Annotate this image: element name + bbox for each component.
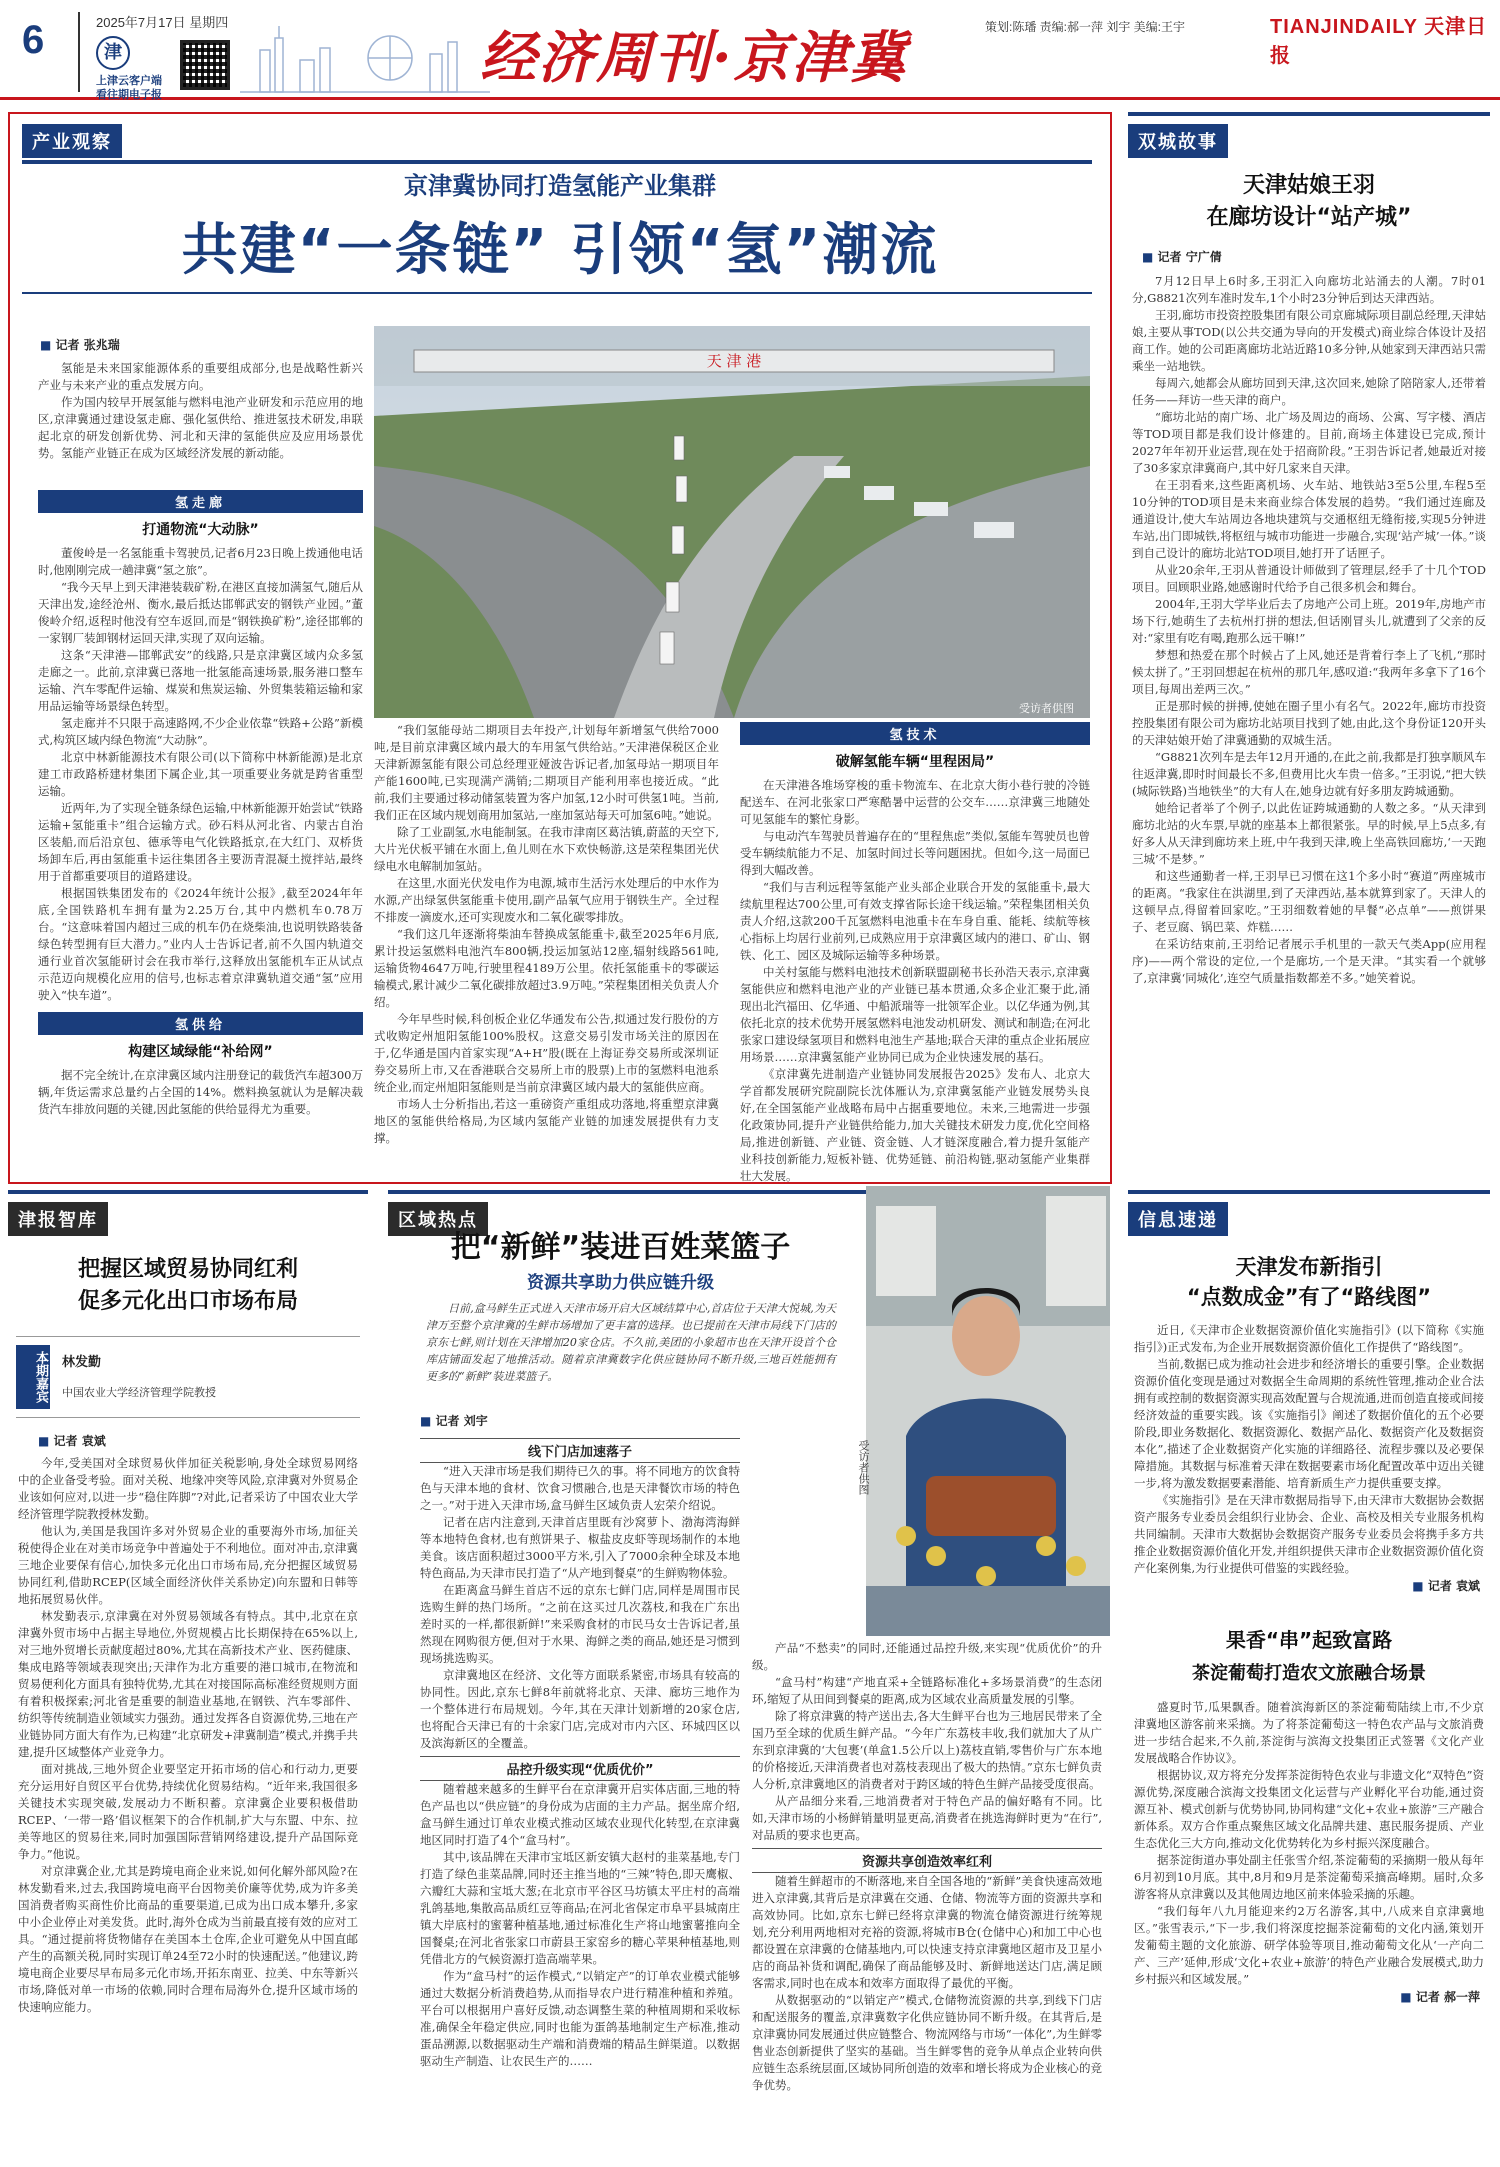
paragraph: 据不完全统计,在京津冀区域内注册登记的载货汽车超300万辆,年货运需求总量约占全国的14%。燃料换氢就认为是解决载货汽车排放问题的关键,因此氢能的供给显得尤为重要。 xyxy=(38,1068,363,1116)
paragraph: 近日,《天津市企业数据资源价值化实施指引》(以下简称《实施指引》)正式发布,为企业开展数据资源价值化工作提供了“路线图”。 xyxy=(1134,1323,1484,1354)
paragraph: 2004年,王羽大学毕业后去了房地产公司上班。2019年,房地产市场下行,她萌生了去杭州打拼的想法,但话刚冒头儿,就遭到了父亲的反对:“家里有吃有喝,跑那么远干嘛!” xyxy=(1132,597,1486,645)
brief-sign-1: ■ 记者 袁斌 xyxy=(1128,1577,1490,1594)
section-bar-hydrogen-supply: 氢供给 xyxy=(38,1012,363,1035)
tag-industry-observation: 产业观察 xyxy=(22,124,122,158)
paragraph: “我们这几年逐渐将柴油车替换成氢能重卡,截至2025年6月底,累计投运氢燃料电池汽车800辆,投运加氢站12座,辐射线路561吨,运输货物4647万吨,行驶里程4189万公里。依托氢能重卡的零碳运输模式,累计减少二氧化碳排放超过3.9万吨。”荣程集团相关负责人介绍。 xyxy=(374,927,719,1009)
box-heading: 线下门店加速落子 xyxy=(420,1438,740,1463)
brief-title-2: 茶淀葡萄打造农文旅融合场景 xyxy=(1192,1663,1426,1684)
section-bar-hydrogen-tech: 氢技术 xyxy=(740,722,1090,745)
paragraph: 记者在店内注意到,天津首店里既有沙窝萝卜、渤海湾海鲜等本地特色食材,也有煎饼果子、椒盐皮皮虾等现场制作的本地美食。该店面积超过3000平方米,引入了7000余种全球及本地特色商品,为天津市民打造了“从产地到餐桌”的生鲜购物体验。 xyxy=(420,1515,740,1580)
seafood-vendor-photo xyxy=(866,1186,1110,1636)
lead-col-1 xyxy=(38,490,363,1118)
paragraph: “G8821次列车是去年12月开通的,在此之前,我都是打独享顺风车往返津冀,即时时间最长不多,但费用比火车贵一倍多。”王羽说,“把大铁(城际铁路)当地铁坐”的大有人在,她身边就有好多朋友跨城通勤。 xyxy=(1132,750,1486,798)
hotspot-byline: ■ 记者 刘宇 xyxy=(420,1412,488,1429)
think-tank-section xyxy=(8,1190,368,2160)
hotspot-body xyxy=(752,1640,1102,1844)
paragraph: 其中,该品牌在天津市宝坻区新安镇大赵村的韭菜基地,专门打造了绿色韭菜品牌,同时还主推当地的“三辣”特色,即天鹰椒、六瓣红大蒜和宝坻大葱;在北京市平谷区马坊镇太平庄村的高端乳鸽基地,集散高品质红豆等商品;在河北省保定市阜平县城南庄镇大岸底村的蜜薯种植基地,通过标准化生产将山地蜜薯推向全国餐桌;在河北省张家口市蔚县王家窑乡的糖心苹果种植基地,则凭借北方的气候资源打造高端苹果。 xyxy=(420,1850,740,1966)
divider xyxy=(78,12,80,92)
section-body xyxy=(740,777,1090,1185)
paragraph: 7月12日早上6时多,王羽汇入向廊坊北站涌去的人潮。7时01分,G8821次列车准时发车,1个小时23分钟后到达天津西站。 xyxy=(1132,274,1486,305)
section-subtitle: 破解氢能车辆“里程困局” xyxy=(835,754,995,770)
paragraph: “廊坊北站的南广场、北广场及周边的商场、公寓、写字楼、酒店等TOD项目都是我们设计修建的。目前,商场主体建设已完成,预计2027年年初开业运营,现在处于招商阶段。”王羽告诉记者,她最近对接了30多家京津冀商户,其中好几家来自天津。 xyxy=(1132,410,1486,475)
paragraph: 近两年,为了实现全链条绿色运输,中林新能源开始尝试“铁路运输+氢能重卡”组合运输方式。砂石料从河北省、内蒙古自治区装船,而后沿京包、德承等电气化铁路抵京,在大红门、双桥货场卸车后,再由氢能重卡运往集团各主要沥青混凝土搅拌站,最终用于首都重要项目的道路建设。 xyxy=(38,801,363,883)
lead-col-2 xyxy=(374,722,719,1147)
paragraph: 和这些通勤者一样,王羽早已习惯在这1个多小时“赛道”两座城市的距离。“我家住在洪湖里,到了天津西站,基本就算到家了。天津人的这顿早点,得留着回家吃。”王羽细数着她的早餐“必点单”——煎饼果子、老豆腐、锅巴菜、炸糕…… xyxy=(1132,869,1486,934)
paragraph: 梦想和热爱在那个时候占了上风,她还是背着行李上了飞机,“那时候太拼了。”王羽回想起在杭州的那几年,感叹道:“我两年多拿下了16个项目,每周出差两三次。” xyxy=(1132,648,1486,696)
brief-body-2 xyxy=(1128,1685,1490,1988)
section-body xyxy=(374,722,719,1147)
interview-body xyxy=(8,1455,368,2016)
jinyun-logo-icon: 津 xyxy=(96,36,130,70)
client-promo xyxy=(96,74,162,102)
dual-city-story xyxy=(1128,112,1490,1184)
paragraph: 产品“不愁卖”的同时,还能通过品控升级,来实现“优质优价”的升级。 xyxy=(752,1641,1102,1672)
photo-caption-vertical: 受访者供图 xyxy=(857,1440,870,1495)
paragraph: 北京中林新能源技术有限公司(以下简称中林新能源)是北京建工市政路桥建材集团下属企业,其一项重要业务就是跨省重型运输。 xyxy=(38,750,363,798)
paragraph: 今年,受美国对全球贸易伙伴加征关税影响,身处全球贸易网络中的企业备受考验。面对关税、地缘冲突等风险,京津冀对外贸易企业该如何应对,以进一步“稳住阵脚”?对此,记者采访了中国农业大学经济管理学院教授林发勤。 xyxy=(18,1456,358,1521)
expert-name: 林发勤 xyxy=(62,1355,102,1370)
paragraph: 从数据驱动的“以销定产”模式,仓储物流资源的共享,到线下门店和配送服务的覆盖,京津冀数字化供应链协同不断升级。在其背后,是京津冀协同发展通过供应链整合、物流网络与市场“一体化”,为生鲜零售业态创新提供了坚实的基础。当生鲜零售的竞争从单点企业转向供应链生态系统层面,区域协同所创造的效率和增长将成为企业核心的竞争优势。 xyxy=(752,1993,1102,2092)
lead-kicker: 京津冀协同打造氢能产业集群 xyxy=(404,172,716,200)
paragraph: “盒马村”构建“产地直采+全链路标准化+多场景消费”的生态闭环,缩短了从田间到餐桌的距离,成为区域农业高质量发展的引擎。 xyxy=(752,1675,1102,1706)
newspaper-brand: TIANJINDAILY 天津日报 xyxy=(1270,16,1488,67)
masthead xyxy=(0,0,1500,100)
tag-regional-hotspot: 区域热点 xyxy=(388,1202,488,1236)
hotspot-col-left xyxy=(420,1438,740,2070)
lead-intro xyxy=(38,360,363,462)
paragraph: 她给记者举了个例子,以此佐证跨城通勤的人数之多。“从天津到廊坊北站的火车票,早就的座基本上都很紧张。早的时候,早上5点多,有好多人从天津到廊坊来上班,中午我到天津,晚上坐高铁回廊坊,‘一天跑三城’不是梦。” xyxy=(1132,801,1486,866)
hotspot-title: 把“新鲜”装进百姓菜篮子 xyxy=(450,1230,791,1265)
page-number: 6 xyxy=(22,18,45,62)
paragraph: 当前,数据已成为推动社会进步和经济增长的重要引擎。企业数据资源价值化变现是通过对数据全生命周期的系统性管理,推动企业合法拥有或控制的数据资源实现高效配置与合规流通,进而创造直接或间接经济效益的重要实践。该《实施指引》阐述了数据价值化的五个必要阶段,即业务数据化、数据资源化、数据产品化、数据资产化及数据资本化”,描述了企业数据资产化实施的详细路径、流程步骤以及必要保障措施。其数据与标准着天津在数据要素市场化配置改革中迈出关键一步,将为激发数据要素潜能、培育新质生产力提供重要支撑。 xyxy=(1134,1357,1484,1490)
paragraph: 在采访结束前,王羽给记者展示手机里的一款天气类App(应用程序)——两个常设的定位,一个是廊坊,一个是天津。“其实看一个就够了,京津冀‘同城化’,连空气质量指数都差不多。”她笑着说。 xyxy=(1132,937,1486,985)
info-express-section xyxy=(1128,1190,1490,2160)
paragraph: 《京津冀先进制造产业链协同发展报告2025》发布人、北京大学首都发展研究院副院长沈体雁认为,京津冀氢能产业链发展势头良好,在全国氢能产业战略布局中占据重要地位。未来,三地需进一步强化政策协同,提升产业链供给能力,加大关键技术研发力度,优化空间格局,推进创新链、产业链、资金链、人才链深度融合,着力提升氢能产业科技创新能力,短板补链、优势延链、前沿构链,驱动氢能产业集群壮大发展。 xyxy=(740,1067,1090,1183)
tag-think-tank: 津报智库 xyxy=(8,1202,108,1236)
paragraph: 在天津港各堆场穿梭的重卡物流车、在北京大街小巷行驶的冷链配送车、在河北张家口严寒酷暑中运营的公交车……京津冀三地随处可见氢能车的繁忙身影。 xyxy=(740,778,1090,826)
hotspot-body xyxy=(420,1463,740,1752)
section-title: 经济周刊·京津冀 xyxy=(480,25,908,91)
box-heading: 资源共享创造效率红利 xyxy=(752,1848,1102,1873)
divider xyxy=(22,160,1092,164)
paragraph: 市场人士分析指出,若这一重磅资产重组成功落地,将重塑京津冀地区的氢能供给格局,为区域内氢能产业链的加速发展提供有力支撑。 xyxy=(374,1097,719,1145)
paragraph: “我们每年八九月能迎来约2万名游客,其中,八成来自京津冀地区。”张雪表示,“下一步,我们将深度挖掘茶淀葡萄的文化内涵,策划开发葡萄主题的文化旅游、研学体验等项目,推动葡萄文化从‘一产向二产、三产’延伸,形成‘文化+农业+旅游’的特色产业融合发展模式,助力乡村振兴和区域发展。” xyxy=(1134,1904,1484,1986)
section-bar-hydrogen-corridor: 氢走廊 xyxy=(38,490,363,513)
hotspot-col-right xyxy=(752,1640,1102,2094)
paragraph: 在距离盒马鲜生首店不远的京东七鲜门店,同样是周围市民选购生鲜的热门场所。“之前在这买过几次荔枝,和我在广东出差时买的一样,都很新鲜!”来采购食材的市民马女士告诉记者,虽然现在网购很方便,但对于水果、海鲜之类的商品,她还是习惯到现场挑选购买。 xyxy=(420,1583,740,1665)
paragraph: 从业20余年,王羽从普通设计师做到了管理层,经手了十几个TOD项目。回顾职业路,她感谢时代给予自己很多机会和舞台。 xyxy=(1132,563,1486,594)
paragraph: “我们与吉利远程等氢能产业头部企业联合开发的氢能重卡,最大续航里程达700公里,可有效支撑省际长途干线运输。”荣程集团相关负责人介绍,这款200千瓦氢燃料电池重卡在车身自重、能耗、续航等核心指标上均居行业前列,已成熟应用于京津冀区域内的港口、矿山、钢铁、化工、园区及城际运输等多种场景。 xyxy=(740,880,1090,962)
brief-title-1: 天津发布新指引 “点数成金”有了“路线图” xyxy=(1186,1255,1432,1309)
lead-byline: ■ 记者 张兆瑞 xyxy=(40,336,120,353)
brief-sign-2: ■ 记者 郝一萍 xyxy=(1128,1988,1490,2005)
interview-byline: ■ 记者 袁斌 xyxy=(38,1432,368,1449)
editor-credits: 策划:陈璠 责编:郝一萍 刘宇 美编:王宇 xyxy=(985,20,1186,34)
port-highway-photo xyxy=(374,326,1090,718)
qr-code-icon[interactable] xyxy=(180,40,230,90)
section-subtitle: 构建区域绿能“补给网” xyxy=(128,1044,273,1060)
paragraph: 作为国内较早开展氢能与燃料电池产业研发和示范应用的地区,京津冀通过建设氢走廊、强化氢供给、推进氢技术研发,串联起北京的研发创新优势、河北和天津的氢能供应及应用场景优势。氢能产业链正在成为区域经济发展的新动能。 xyxy=(38,395,363,460)
paragraph: 董俊岭是一名氢能重卡驾驶员,记者6月23日晚上拨通他电话时,他刚刚完成一趟津冀“氢之旅”。 xyxy=(38,546,363,577)
paragraph: 这条“天津港—邯郸武安”的线路,只是京津冀区域内众多氢走廊之一。此前,京津冀已落地一批氢能高速场景,服务港口整车运输、汽车零配件运输、煤炭和焦炭运输、外贸集装箱运输和家用品运输等场景绿色转型。 xyxy=(38,648,363,713)
brief-title-2-prefix: 果香“串”起致富路 xyxy=(1225,1628,1393,1652)
paragraph: 正是那时候的拼搏,使她在圈子里小有名气。2022年,廊坊市投资控股集团有限公司为廊坊北站项目找到了她,由此,这个身份证120开头的天津姑娘开始了津冀通勤的双城生活。 xyxy=(1132,699,1486,747)
paragraph: 《实施指引》是在天津市数据局指导下,由天津市大数据协会数据资产服务专业委员会组织行业协会、企业、高校及相关专业服务机构共同编制。天津市大数据协会数据资产服务专业委员会将携手多方共推企业数据资源价值化开发,并组织提供天津市企业数据资源价值化资产化案例集,为行业提供可借鉴的实践经验。 xyxy=(1134,1493,1484,1575)
story-title: 天津姑娘王羽 在廊坊设计“站产城” xyxy=(1206,173,1412,230)
photo-caption: 受访者供图 xyxy=(1019,702,1074,715)
tag-dual-city: 双城故事 xyxy=(1128,124,1228,158)
client-line-1: 上津云客户端 xyxy=(96,75,162,87)
paragraph: 氢走廊并不只限于高速路网,不少企业依靠“铁路+公路”新模式,构筑区域内绿色物流“大动脉”。 xyxy=(38,716,363,747)
section-body xyxy=(38,1067,363,1118)
hotspot-lede: 日前,盒马鲜生正式进入天津市场开启大区域结算中心,首店位于天津大悦城,为天津万至整个京津冀的生鲜市场增加了更丰富的选择。也已提前在天津市局线下门店的京东七鲜,则计划在天津增加20家仓店。不久前,美团的小象超市也在天津开设首个仓库店铺面发起了地推活动。随着京津冀数字化供应链协同不断升级,三地百姓能拥有更多的“新鲜”装进菜篮子。 xyxy=(426,1302,836,1383)
paragraph: 面对挑战,三地外贸企业要坚定开拓市场的信心和行动力,更要充分运用好自贸区平台优势,持续优化贸易结构。“近年来,我国很多关键技术实现突破,发展动力不断积蓄。京津冀企业要积极借助RCEP、‘一带一路’倡议框架下的合作机制,扩大与东盟、中东、拉美等地区的贸易往来,同时加强国际营销网络建设,提升产品国际竞争力。”他说。 xyxy=(18,1762,358,1861)
paragraph: 根据国铁集团发布的《2024年统计公报》,截至2024年年底,全国铁路机车拥有量为2.25万台,其中内燃机车0.78万台。“这意味着国内超过三成的机车仍在烧柴油,也说明铁路装备绿色转型拥有巨大潜力。”业内人士告诉记者,前不久国内轨道交通行业首次氢能研讨会在我市举行,这释放出氢能机车正从试点示范迈向规模化应用的信号,也标志着京津冀轨道交通“氢”应用驶入“快车道”。 xyxy=(38,886,363,1002)
client-line-2: 看往期电子报 xyxy=(96,89,162,101)
photo-sign-text: 天 津 港 xyxy=(706,352,762,370)
box-heading: 品控升级实现“优质优价” xyxy=(420,1756,740,1781)
paragraph: 王羽,廊坊市投资控股集团有限公司京廊城际项目副总经理,天津姑娘,主要从事TOD(以公共交通为导向的开发模式)商业综合体设计及招商工作。她的公司距离廊坊北站近路10多分钟,从她家到天津西站只需乘坐一站地铁。 xyxy=(1132,308,1486,373)
story-byline: ■ 记者 宁广倩 xyxy=(1142,248,1490,265)
tag-info-express: 信息速递 xyxy=(1128,1202,1228,1236)
paragraph: 京津冀地区在经济、文化等方面联系紧密,市场具有较高的协同性。因此,京东七鲜8年前就将北京、天津、廊坊三地作为一个整体进行布局规划。今年,其在天津计划新增的20家仓店,也将配合天津已有的十余家门店,完成对市内六区、环城四区以及滨海新区的全覆盖。 xyxy=(420,1668,740,1750)
hotspot-body xyxy=(752,1873,1102,2094)
paragraph: 与电动汽车驾驶员普遍存在的“里程焦虑”类似,氢能车驾驶员也曾受车辆续航能力不足、加氢时间过长等问题困扰。但如今,这一局面已得到大幅改善。 xyxy=(740,829,1090,877)
expert-tag: 本期嘉宾 xyxy=(16,1345,50,1409)
paragraph: 盛夏时节,瓜果飘香。随着滨海新区的茶淀葡萄陆续上市,不少京津冀地区游客前来采摘。为了将茶淀葡萄这一特色农产品与文旅消费进一步结合起来,不久前,茶淀街与滨海文投集团正式签署《文化产业发展战略合作协议》。 xyxy=(1134,1700,1484,1765)
paragraph: 从产品细分来看,三地消费者对于特色产品的偏好略有不同。比如,天津市场的小杨鲜销量明显更高,消费者在挑选海鲜时更为“在行”,对品质的要求也更高。 xyxy=(752,1794,1102,1842)
issue-date: 2025年7月17日 星期四 xyxy=(96,15,229,30)
section-body xyxy=(38,545,363,1004)
paragraph: “我们氢能母站二期项目去年投产,计划每年新增氢气供给7000吨,是目前京津冀区域内最大的车用氢气供给站。”天津港保税区企业天津新源氢能有限公司总经理亚娅波告诉记者,加氢母站一期项目年产能1600吨,已实现满产满销;二期项目产能利用率也接近成。“此前,我们主要通过移动储氢装置为客户加氢,12小时可供氢1吨。当前,我们正在区域内规划商用加氢站,一座加氢站每天可加氢6吨。”她说。 xyxy=(374,723,719,822)
section-subtitle: 打通物流“大动脉” xyxy=(142,522,259,538)
expert-affiliation: 中国农业大学经济管理学院教授 xyxy=(62,1386,216,1399)
paragraph: 据茶淀街道办事处副主任张雪介绍,茶淀葡萄的采摘期一般从每年6月初到10月底。其中,8月和9月是茶淀葡萄采摘高峰期。届时,众多游客将从京津冀以及其他周边地区前来体验采摘的乐趣。 xyxy=(1134,1853,1484,1901)
interview-title: 把握区域贸易协同红利 促多元化出口市场布局 xyxy=(77,1257,298,1314)
paragraph: 林发勤表示,京津冀在对外贸易领域各有特点。其中,北京在京津冀外贸市场中占据主导地位,外贸规模占比长期保持在65%以上,对三地外贸增长贡献度超过80%,尤其在高新技术产业、医药健康、集成电路等领域表现突出;天津作为北方重要的港口城市,在物流和贸易便利化方面具有独特优势,尤其在对接国际高标准经贸规则方面有着积极探索;河北省是重要的制造业基地,在钢铁、汽车零部件、纺织等传统制造业领域实力强劲。通过发挥各自资源优势,三地在产业链协同方面大有作为,已构建“北京研发+津冀制造”模式,并携手共建,提升区域整体产业竞争力。 xyxy=(18,1609,358,1759)
lead-headline: 共建“一条链” 引领“氢”潮流 xyxy=(181,218,939,283)
paragraph: 对京津冀企业,尤其是跨境电商企业来说,如何化解外部风险?在林发勤看来,过去,我国跨境电商平台因物美价廉等优势,成为许多美国消费者购买商性价比商品的重要渠道,已成为出口成本攀升,多家中小企业停止对美发货。此时,海外仓成为当前最直接有效的应对工具。“通过提前将货物储存在美国本土仓库,企业可避免从中国直邮产生的高额关税,同时实现订单24至72小时的快速配送。”他建议,跨境电商企业要尽早布局多元化市场,开拓东南亚、拉美、中东等新兴市场,降低对单一市场的依赖,同时合理布局海外仓,提升区域市场的快速响应能力。 xyxy=(18,1864,358,2014)
brief-body-1 xyxy=(1128,1312,1490,1577)
paragraph: 除了将京津冀的特产送出去,各大生鲜平台也为三地居民带来了全国乃至全球的优质生鲜产品。“今年广东荔枝丰收,我们就加大了从广东到京津冀的‘大包裹’(单盒1.5公斤以上)荔枝直销,零售价与广东本地的价格接近,天津消费者也对荔枝表现出了极大的热情。”京东七鲜负责人分析,京津冀地区的消费者对于跨区域的特色生鲜产品接受度很高。 xyxy=(752,1709,1102,1791)
paragraph: 他认为,美国是我国许多对外贸易企业的重要海外市场,加征关税使得企业在对美市场竞争中普遍处于不利地位。面对冲击,京津冀三地企业要保有信心,加快多元化出口市场布局,充分把握区域贸易协同红利,借助RCEP(区域全面经济伙伴关系协定)向东盟和日韩等地拓展贸易伙伴。 xyxy=(18,1524,358,1606)
paragraph: 今年早些时候,科创板企业亿华通发布公告,拟通过发行股份的方式收购定州旭阳氢能100%股权。这意交易引发市场关注的原因在于,亿华通是国内首家实现“A+H”股(既在上海证券交易所或深圳证券交易所上市,又在香港联合交易所上市的股票)上市的氢燃料电池系统企业,而定州旭阳氢能则是当前京津冀区域内最大的氢能供应商。 xyxy=(374,1012,719,1094)
paragraph: 作为“盒马村”的运作模式,“以销定产”的订单农业模式能够通过大数据分析消费趋势,从而指导农户进行精准种植和养殖。平台可以根据用户喜好反馈,动态调整生菜的种植周期和采收标准,确保全年稳定供应,同时也能为蛋鸽基地制定生产标准,推动蛋品溯源,以数据驱动生产端和消费端的精品生鲜渠道。以数据驱动生产制造、让农民生产的…… xyxy=(420,1969,740,2068)
tianjin-skyline-icon xyxy=(240,20,490,95)
hotspot-subtitle: 资源共享助力供应链升级 xyxy=(527,1273,714,1293)
paragraph: 随着越来越多的生鲜平台在京津冀开启实体店面,三地的特色产品也以“供应链”的身份成为店面的主力产品。据坐席介绍,盒马鲜生通过订单农业模式推动区域农业现代化转型,在京津冀地区同时打造了4个“盒马村”。 xyxy=(420,1782,740,1847)
paragraph: 在这里,水面光伏发电作为电源,城市生活污水处理后的中水作为水源,产出绿氢供氢能重卡使用,副产品氧气应用于钢铁生产。全过程不排废一滴废水,还可实现废水和二氧化碳零排放。 xyxy=(374,876,719,924)
paragraph: 每周六,她都会从廊坊回到天津,这次回来,她除了陪陪家人,还带着任务——拜访一些天津的商户。 xyxy=(1132,376,1486,407)
hotspot-body xyxy=(420,1781,740,2070)
story-body xyxy=(1128,273,1490,987)
paragraph: 根据协议,双方将充分发挥茶淀街特色农业与非遗文化“双特色”资源优势,深度融合滨海文投集团文化运营与产业孵化平台功能,通过资源互补、模式创新与优势协同,协同构建“文化+农业+旅游”三产融合新体系。双方合作重点聚焦区域文化品牌共建、惠民服务提质、产业生态优化三大方向,推动文化优势转化为乡村振兴深度融合。 xyxy=(1134,1768,1484,1850)
paragraph: “进入天津市场是我们期待已久的事。将不同地方的饮食特色与天津本地的食材、饮食习惯融合,也是天津餐饮市场的特色之一。”对于进入天津市场,盒马鲜生区域负责人宏荣介绍说。 xyxy=(420,1464,740,1512)
divider xyxy=(22,292,1092,294)
paragraph: “我今天早上到天津港装载矿粉,在港区直接加满氢气,随后从天津出发,途经沧州、衡水,最后抵达邯郸武安的钢铁产业园。”董俊岭介绍,返程时他没有空车返回,而是“钢铁换矿粉”,途径邯郸的一家钢厂装卸钢材运回天津,实现了双向运输。 xyxy=(38,580,363,645)
lead-col-3 xyxy=(740,722,1090,1185)
paragraph: 随着生鲜超市的不断落地,来自全国各地的“新鲜”美食快速高效地进入京津冀,其背后是京津冀在交通、仓储、物流等方面的资源共享和高效协同。比如,京东七鲜已经将京津冀的物流仓储资源进行统筹规划,充分利用两地相对充裕的资源,将城市B仓(仓储中心)和加工中心也都设置在京津冀的仓储基地内,可以快速支持京津冀地区超市及卫星小店的商品补货和调配,确保了商品能够及时、新鲜地送达门店,满足顾客需求,同时也在成本和效率方面取得了最优的平衡。 xyxy=(752,1874,1102,1990)
paragraph: 在王羽看来,这些距离机场、火车站、地铁站3至5公里,车程5至10分钟的TOD项目是未来商业综合体发展的趋势。“我们通过连廊及通道设计,使大车站周边各地块建筑与交通枢纽无缝衔接,实现5分钟进车站,出门即城铁,将枢纽与城市功能进一步融合,实现‘站产城’一体。”谈到自己设计的廊坊北站TOD项目,她打开了话匣子。 xyxy=(1132,478,1486,560)
paragraph: 中关村氢能与燃料电池技术创新联盟副秘书长孙浩天表示,京津冀氢能供应和燃料电池产业的产业链已基本贯通,众多企业汇聚于此,涌现出北汽福田、亿华通、中船派瑞等一批领军企业。以亿华通为例,其依托北京的技术优势开展氢燃料电池发动机研发、测试和制造;在河北张家口建设绿氢项目和燃料电池生产基地;联合天津的重点企业拓展应用场景……京津冀氢能产业协同已成为企业快速发展的基石。 xyxy=(740,965,1090,1064)
paragraph: 除了工业副氢,水电能制氢。在我市津南区葛沽镇,蔚蓝的天空下,大片光伏板平铺在水面上,鱼儿则在水下欢快畅游,这是荣程集团光伏绿电水电解制加氢站。 xyxy=(374,825,719,873)
paragraph: 氢能是未来国家能源体系的重要组成部分,也是战略性新兴产业与未来产业的重点发展方向。 xyxy=(38,361,363,392)
